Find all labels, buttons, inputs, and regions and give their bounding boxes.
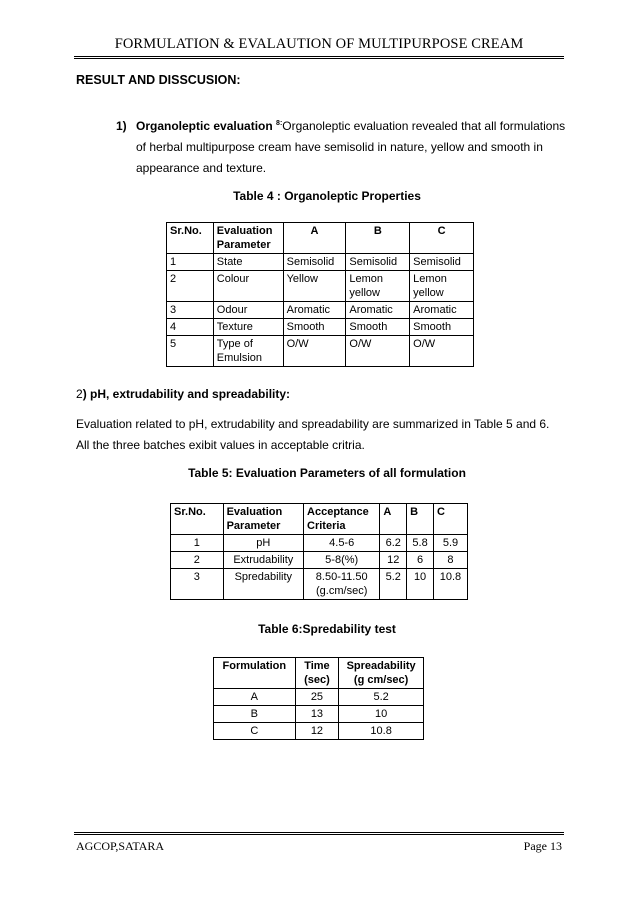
table-row [167,271,474,302]
footer-rule [74,832,564,833]
table-cell: Lemon yellow [346,271,410,302]
para-heading: Organoleptic evaluation [136,119,273,133]
table-cell: 25 [295,689,339,706]
table-cell: Odour [213,302,283,319]
table-header-cell: Acceptance Criteria [304,504,380,535]
table-header-cell: Spreadability (g cm/sec) [339,658,424,689]
section-title: RESULT AND DISSCUSION: [76,73,241,87]
table-header-cell: A [283,223,346,254]
table-cell: Lemon yellow [410,271,474,302]
table-cell: 8.50-11.50 (g.cm/sec) [304,569,380,600]
table-header-cell: Sr.No. [167,223,214,254]
section-2-number: 2 [76,387,83,401]
table-cell: 12 [295,723,339,740]
table-cell: 5.2 [380,569,407,600]
table-cell: 10 [339,706,424,723]
reference-superscript: 8: [276,120,283,127]
table-cell: 12 [380,552,407,569]
table-header-cell: A [380,504,407,535]
section-2-paragraph: Evaluation related to pH, extrudability and spreadability are summarized in Table 5 and 6. All the three batches exibit values in acceptable critria. [76,417,550,452]
table-cell: Texture [213,319,283,336]
table-header-cell: Time (sec) [295,658,339,689]
table5-caption: Table 5: Evaluation Parameters of all formulation [188,466,466,480]
table-cell: Aromatic [410,302,474,319]
table-cell: 5.8 [407,535,434,552]
table-cell: 1 [171,535,224,552]
table-cell: 4.5-6 [304,535,380,552]
table-row [167,319,474,336]
table-cell: 6 [407,552,434,569]
table-row [167,302,474,319]
table-cell: 10 [407,569,434,600]
table-header-cell: Evaluation Parameter [223,504,303,535]
table-cell: Colour [213,271,283,302]
table-cell: Aromatic [283,302,346,319]
table-cell: Spredability [223,569,303,600]
table-header-row [171,504,468,535]
table-5-evaluation-parameters [170,503,468,600]
table6-caption: Table 6:Spredability test [258,622,396,636]
table-cell: 3 [167,302,214,319]
table-header-row [167,223,474,254]
table-cell: 3 [171,569,224,600]
table-row [171,569,468,600]
table-cell: 2 [167,271,214,302]
table-cell: Type of Emulsion [213,336,283,367]
table-cell: 5-8(%) [304,552,380,569]
table-cell: C [214,723,296,740]
para-line-2: of herbal multipurpose cream have semisolid in nature, yellow and smooth in [136,140,543,154]
table-cell: 2 [171,552,224,569]
table-cell: 5 [167,336,214,367]
page-header: FORMULATION & EVALAUTION OF MULTIPURPOSE CREAM [114,36,524,52]
table-cell: Extrudability [223,552,303,569]
table-cell: 1 [167,254,214,271]
para-number: 1) [116,119,127,133]
table-cell: A [214,689,296,706]
table-6-spreadability-test [213,657,424,740]
table-4-organoleptic [166,222,474,367]
table-cell: 5.9 [433,535,467,552]
para-line-1: Organoleptic evaluation revealed that all formulations [282,119,566,133]
table-header-cell: Sr.No. [171,504,224,535]
table-cell: pH [223,535,303,552]
footer-institution: AGCOP,SATARA [76,839,165,853]
table-cell: Semisolid [346,254,410,271]
para-line-3: appearance and texture. [136,161,267,175]
table-header-cell: C [410,223,474,254]
table-cell: 5.2 [339,689,424,706]
table-cell: 13 [295,706,339,723]
table-row [214,689,424,706]
header-rule-second [74,58,564,59]
table-header-cell: B [407,504,434,535]
page-number: Page 13 [523,839,562,853]
table-cell: Semisolid [410,254,474,271]
table-cell: 8 [433,552,467,569]
table-row [171,552,468,569]
table4-caption: Table 4 : Organoleptic Properties [233,189,421,203]
table-header-cell: B [346,223,410,254]
table-cell: 10.8 [433,569,467,600]
table-row [171,535,468,552]
table-header-row [214,658,424,689]
footer-rule-second [74,834,564,835]
section-2-heading: ) pH, extrudability and spreadability: [82,387,291,401]
table-cell: Smooth [283,319,346,336]
table-cell: 6.2 [380,535,407,552]
table-header-cell: Formulation [214,658,296,689]
table-cell: 4 [167,319,214,336]
table-cell: Smooth [410,319,474,336]
table-cell: O/W [346,336,410,367]
table-cell: Yellow [283,271,346,302]
table-row [167,254,474,271]
table-header-cell: C [433,504,467,535]
table-cell: B [214,706,296,723]
table-cell: State [213,254,283,271]
header-rule [74,56,564,57]
table-header-cell: Evaluation Parameter [213,223,283,254]
table-row [214,723,424,740]
table-row [167,336,474,367]
table-cell: 10.8 [339,723,424,740]
section-2-title [76,387,290,401]
table-cell: O/W [410,336,474,367]
table-cell: Smooth [346,319,410,336]
organoleptic-paragraph [116,113,571,179]
table-cell: O/W [283,336,346,367]
table-cell: Semisolid [283,254,346,271]
table-cell: Aromatic [346,302,410,319]
table-row [214,706,424,723]
